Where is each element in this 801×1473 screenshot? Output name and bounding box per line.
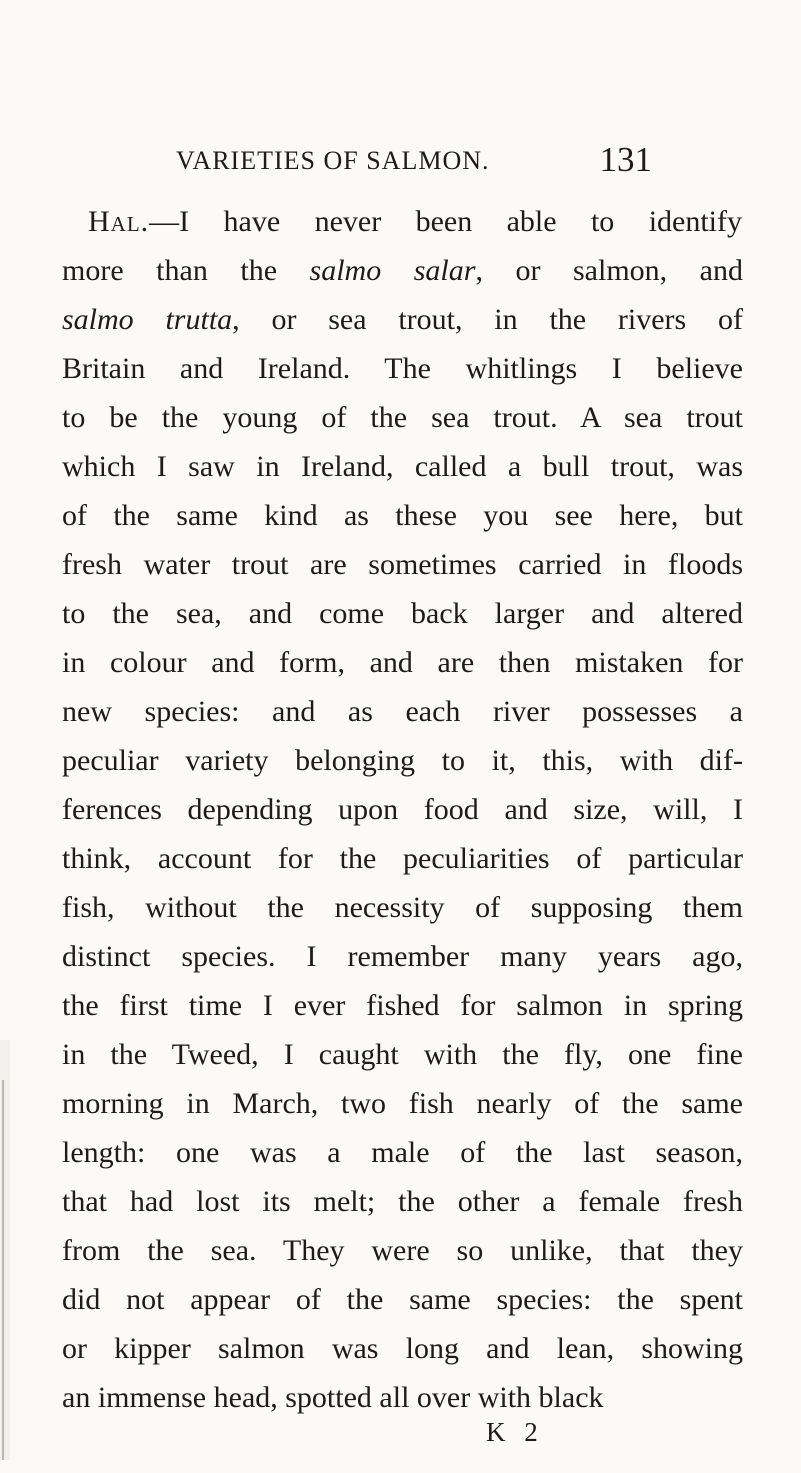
text-line: morning in March, two fish nearly of the same (62, 1087, 743, 1120)
line-text: , or salmon, and (475, 254, 743, 287)
text-line: length: one was a male of the last season, (62, 1136, 743, 1169)
text-line: of the same kind as these you see here, but (62, 499, 743, 532)
text-line: peculiar variety belonging to it, this, with dif- (62, 744, 743, 777)
text-line: distinct species. I remember many years ago, (62, 940, 743, 973)
text-line: fresh water trout are sometimes carried in floods (62, 548, 743, 581)
line-text: more than the (62, 254, 310, 287)
text-line (62, 246, 743, 296)
page-number: 131 (599, 140, 652, 179)
text-line: which I saw in Ireland, called a bull trout, was (62, 450, 743, 483)
latin-term-salmo-salar: salmo salar (309, 254, 476, 287)
speaker-name: Hal. (88, 205, 150, 238)
text-line: that had lost its melt; the other a female fresh (62, 1185, 743, 1218)
text-line: an immense head, spotted all over with black (62, 1381, 604, 1414)
text-line: Britain and Ireland. The whitlings I believe (62, 352, 743, 385)
running-title: VARIETIES OF SALMON. (176, 146, 490, 175)
text-line: in colour and form, and are then mistaken for (62, 646, 743, 679)
text-line: in the Tweed, I caught with the fly, one fine (62, 1038, 743, 1071)
line-text: , or sea trout, in the rivers of (232, 303, 743, 336)
text-line: fish, without the necessity of supposing them (62, 891, 743, 924)
text-line (88, 197, 742, 247)
signature-mark: K 2 (486, 1417, 544, 1447)
text-line: or kipper salmon was long and lean, showing (62, 1332, 743, 1365)
text-line (62, 295, 743, 345)
text-line: the first time I ever fished for salmon in spring (62, 989, 743, 1022)
text-line: to be the young of the sea trout. A sea trout (62, 401, 743, 434)
text-line: to the sea, and come back larger and altered (62, 597, 743, 630)
text-line: new species: and as each river possesses a (62, 695, 743, 728)
text-line: from the sea. They were so unlike, that they (62, 1234, 743, 1267)
latin-term-salmo-trutta: salmo trutta (62, 303, 233, 336)
text-line: did not appear of the same species: the spent (62, 1283, 743, 1316)
text-line: think, account for the peculiarities of particular (62, 842, 743, 875)
text-line: ferences depending upon food and size, will, I (62, 793, 743, 826)
line-text: —I have never been able to identify (149, 205, 742, 238)
